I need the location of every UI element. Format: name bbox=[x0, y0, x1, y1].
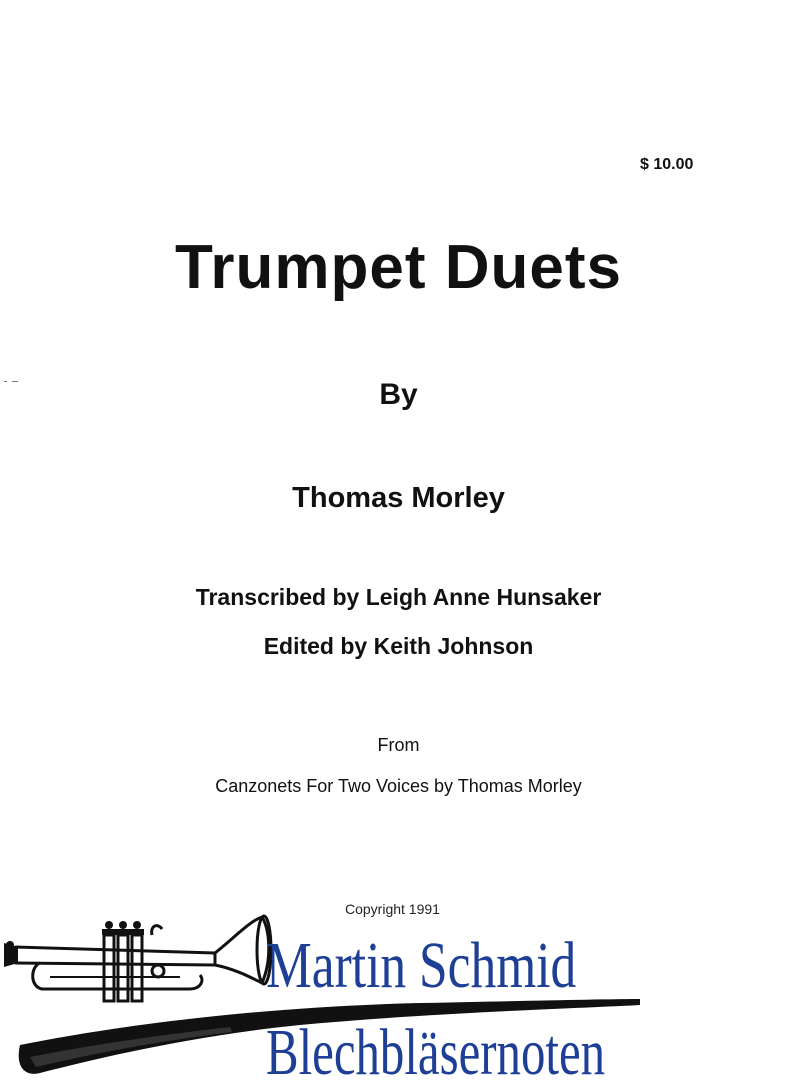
price-label: $ 10.00 bbox=[640, 156, 694, 173]
scan-speck bbox=[12, 381, 18, 382]
source-title: Canzonets For Two Voices by Thomas Morley bbox=[215, 776, 582, 796]
copyright-notice: Copyright 1991 bbox=[345, 901, 440, 917]
transcriber-credit: Transcribed by Leigh Anne Hunsaker bbox=[195, 584, 602, 610]
editor-credit: Edited by Keith Johnson bbox=[263, 633, 534, 659]
composer-name: Thomas Morley bbox=[292, 482, 505, 514]
by-label: By bbox=[379, 378, 418, 411]
scan-speck bbox=[4, 381, 7, 382]
from-label: From bbox=[377, 735, 420, 755]
page-title: Trumpet Duets bbox=[174, 233, 623, 302]
logo-line-subtitle: Blechbläsernoten bbox=[266, 1016, 606, 1089]
logo-line-name: Martin Schmid bbox=[266, 929, 577, 1002]
